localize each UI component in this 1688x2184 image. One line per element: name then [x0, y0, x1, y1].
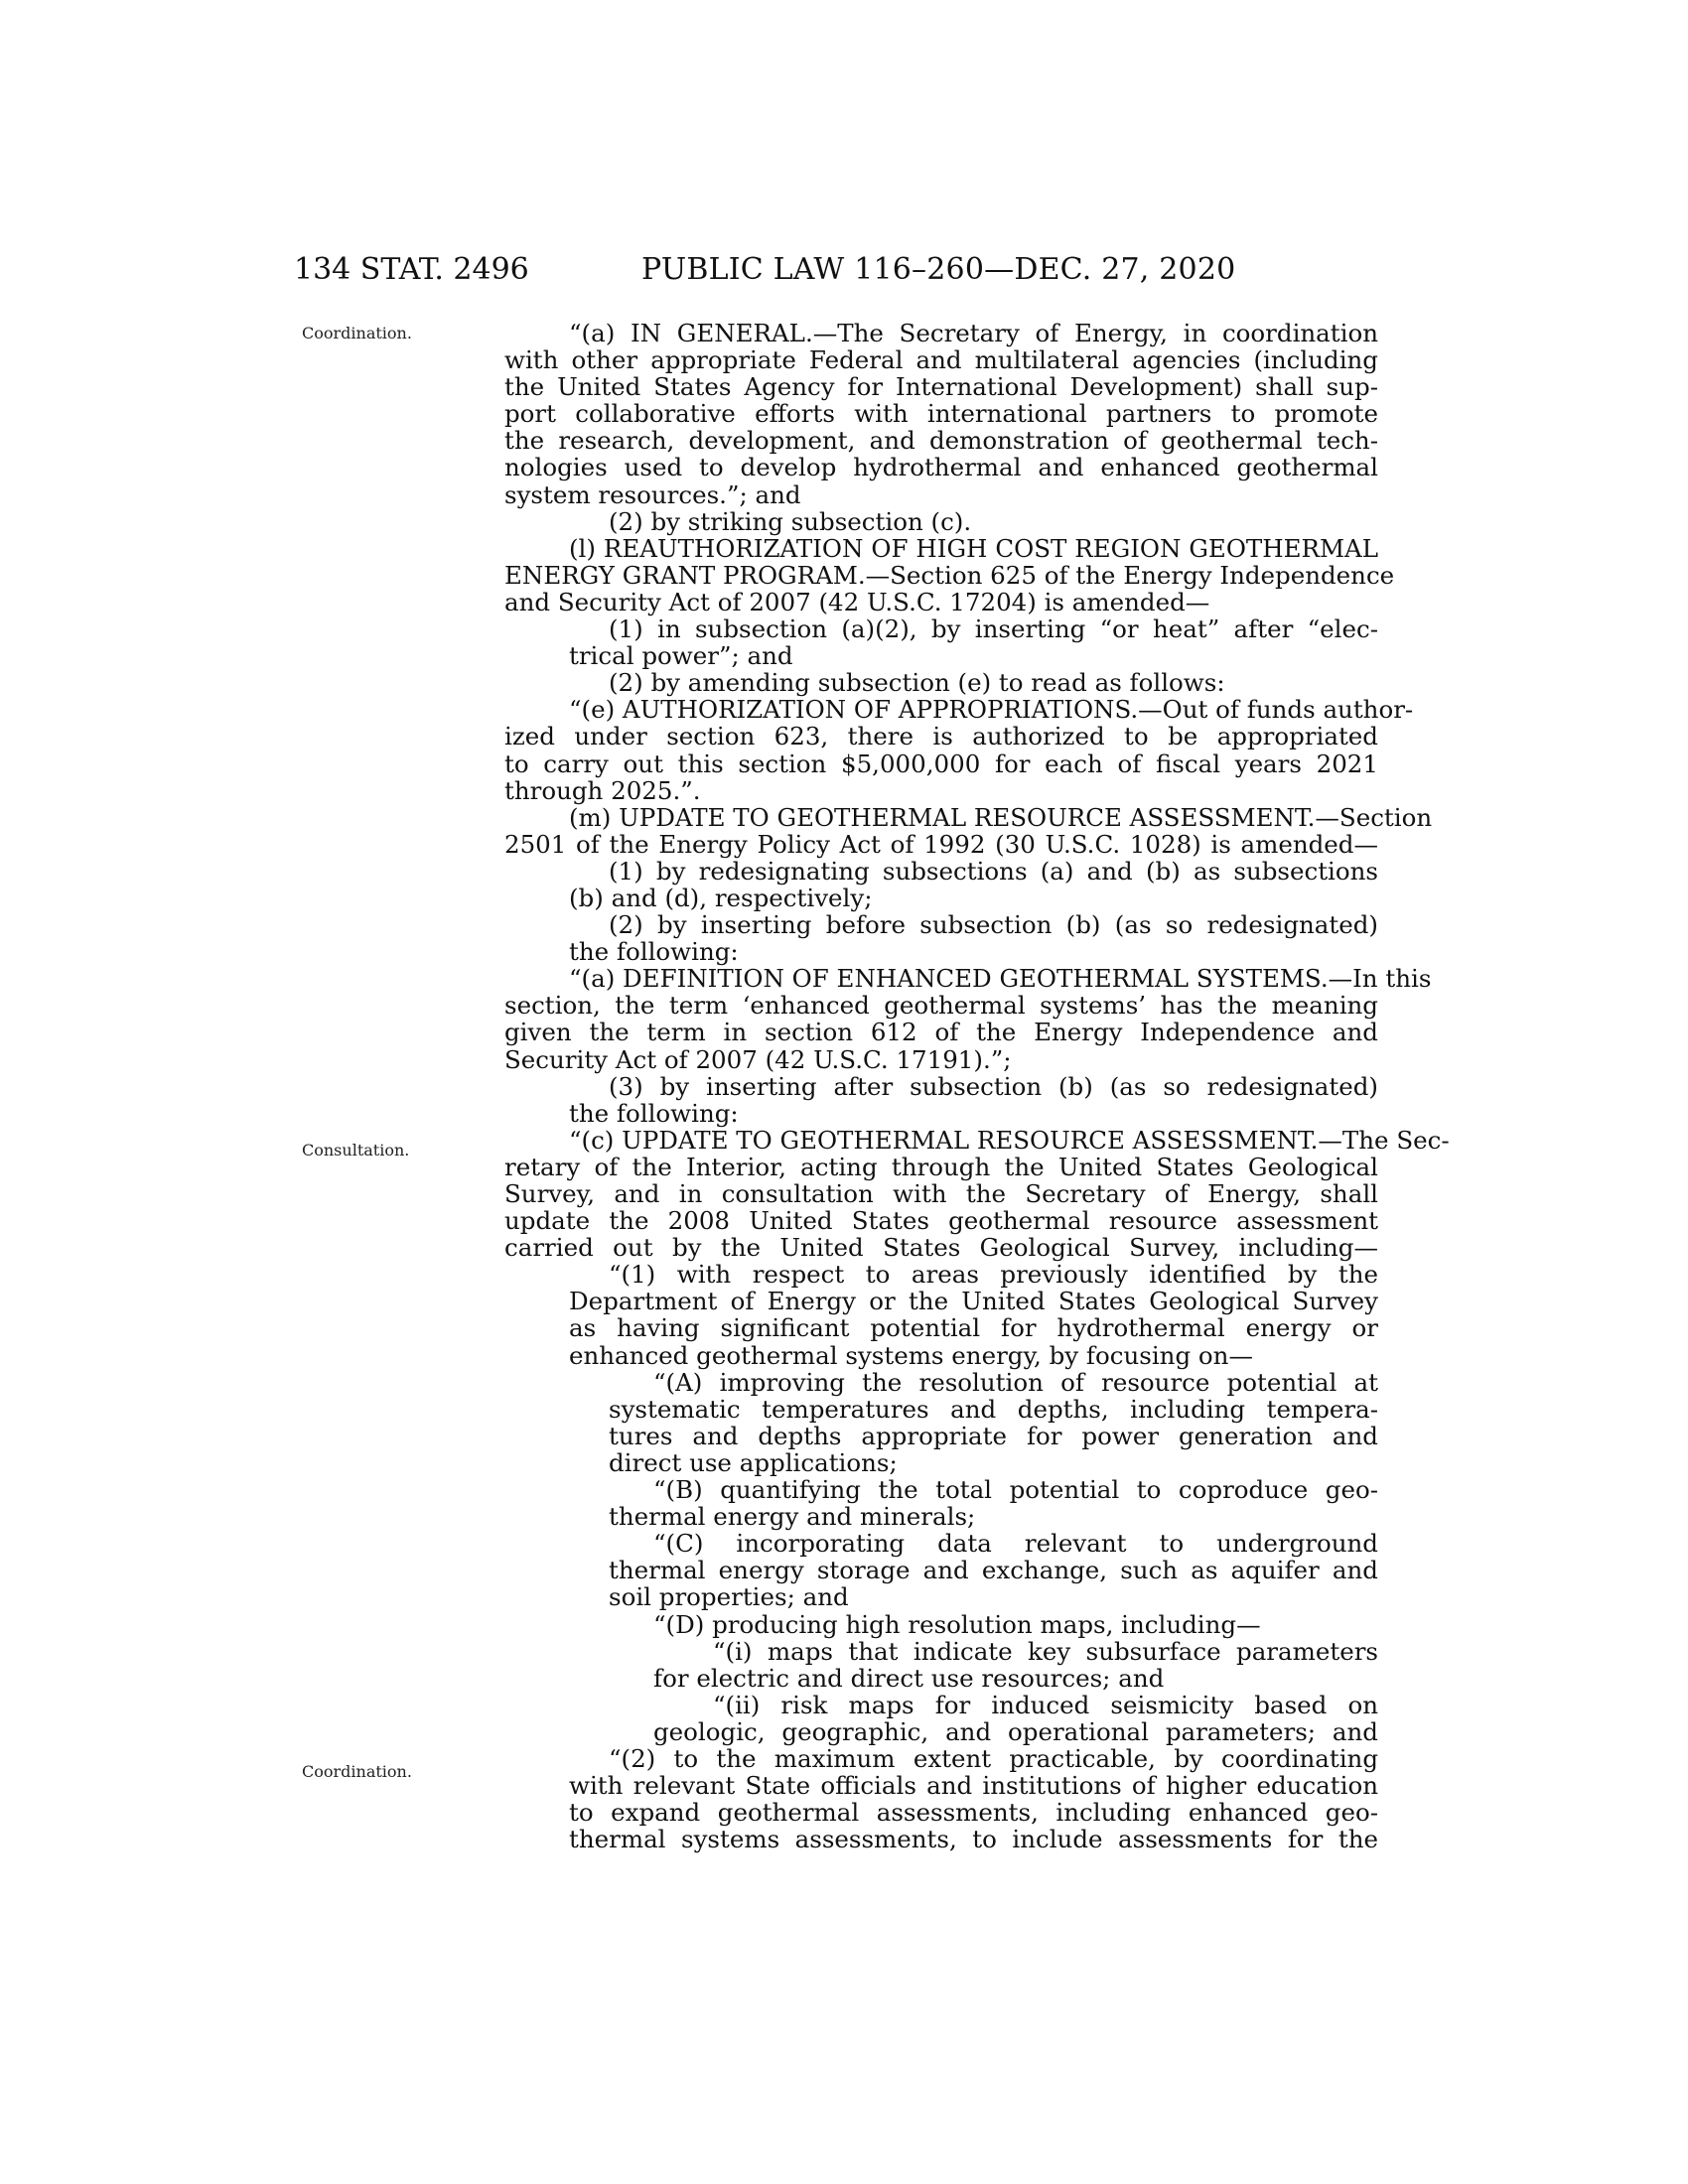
text-line: enhanced geothermal systems energy, by focusing on—	[569, 1340, 1253, 1370]
margin-note-coordination: Coordination.	[302, 1762, 412, 1781]
text-line: “(A) improving the resolution of resource potential at	[653, 1367, 1378, 1397]
text-line: “(a) DEFINITION OF ENHANCED GEOTHERMAL SYSTEMS.—In this	[569, 964, 1432, 994]
text-line: with relevant State officials and institutions of higher education	[569, 1771, 1378, 1801]
text-line: trical power”; and	[569, 641, 793, 671]
text-line: 2501 of the Energy Policy Act of 1992 (30 U.S.C. 1028) is amended—	[504, 829, 1378, 859]
text-line: “(2) to the maximum extent practicable, by coordinating	[609, 1743, 1378, 1773]
text-line: “(c) UPDATE TO GEOTHERMAL RESOURCE ASSESSMENT.—The Sec-	[569, 1125, 1450, 1155]
text-line: thermal systems assessments, to include assessments for the	[569, 1825, 1378, 1854]
text-line: section, the term ‘enhanced geothermal systems’ has the meaning	[504, 991, 1378, 1021]
text-line: the following:	[569, 937, 739, 967]
text-line: (l) REAUTHORIZATION OF HIGH COST REGION GEOTHERMAL	[569, 533, 1378, 563]
stat-page-reference: 134 STAT. 2496	[294, 252, 529, 287]
text-line: the research, development, and demonstration of geothermal tech-	[504, 426, 1378, 456]
text-line: (2) by striking subsection (c).	[609, 506, 972, 536]
text-line: “(B) quantifying the total potential to coproduce geo-	[653, 1475, 1378, 1505]
text-line: the following:	[569, 1098, 739, 1128]
text-line: to carry out this section $5,000,000 for each of fiscal years 2021	[504, 749, 1378, 778]
text-line: Survey, and in consultation with the Secretary of Energy, shall	[504, 1179, 1378, 1208]
text-line: Security Act of 2007 (42 U.S.C. 17191).”;	[504, 1044, 1012, 1074]
text-line: “(C) incorporating data relevant to underground	[653, 1529, 1378, 1559]
text-line: and Security Act of 2007 (42 U.S.C. 17204) is amended—	[504, 587, 1210, 616]
text-line: (m) UPDATE TO GEOTHERMAL RESOURCE ASSESSMENT.—Section	[569, 802, 1433, 832]
text-line: (2) by amending subsection (e) to read as follows:	[609, 668, 1225, 698]
text-line: as having significant potential for hydrothermal energy or	[569, 1313, 1378, 1343]
text-line: to expand geothermal assessments, including enhanced geo-	[569, 1798, 1378, 1828]
text-line: Department of Energy or the United States Geological Survey	[569, 1287, 1378, 1316]
text-line: thermal energy storage and exchange, such as aquifer and	[609, 1556, 1378, 1585]
text-line: retary of the Interior, acting through the United States Geological	[504, 1152, 1378, 1181]
text-line: for electric and direct use resources; and	[653, 1663, 1165, 1693]
text-line: “(e) AUTHORIZATION OF APPROPRIATIONS.—Out of funds author-	[569, 695, 1414, 725]
text-line: nologies used to develop hydrothermal and enhanced geothermal	[504, 453, 1378, 482]
text-line: ENERGY GRANT PROGRAM.—Section 625 of the Energy Independence	[504, 560, 1395, 590]
text-line: direct use applications;	[609, 1447, 898, 1477]
text-line: tures and depths appropriate for power generation and	[609, 1421, 1378, 1450]
text-line: port collaborative efforts with international partners to promote	[504, 399, 1378, 429]
text-line: carried out by the United States Geological Survey, including—	[504, 1233, 1378, 1263]
statute-text	[504, 319, 1450, 1854]
margin-note-coordination: Coordination.	[302, 324, 412, 342]
text-line: “(a) IN GENERAL.—The Secretary of Energy, in coordination	[569, 319, 1378, 347]
text-line: through 2025.”.	[504, 775, 701, 805]
text-line: (3) by inserting after subsection (b) (as so redesignated)	[609, 1071, 1378, 1101]
text-line: system resources.”; and	[504, 479, 801, 509]
text-line: (1) in subsection (a)(2), by inserting “or heat” after “elec-	[609, 614, 1378, 644]
text-line: thermal energy and minerals;	[609, 1502, 976, 1532]
text-line: systematic temperatures and depths, including tempera-	[609, 1394, 1378, 1424]
page-header	[294, 250, 1394, 290]
text-line: the United States Agency for International Development) shall sup-	[504, 372, 1378, 402]
margin-note-consultation: Consultation.	[302, 1141, 410, 1160]
text-line: soil properties; and	[609, 1582, 849, 1612]
text-line: given the term in section 612 of the Energy Independence and	[504, 1018, 1378, 1047]
text-line: “(D) producing high resolution maps, including—	[653, 1609, 1261, 1639]
text-line: “(1) with respect to areas previously identified by the	[609, 1260, 1378, 1290]
text-line: geologic, geographic, and operational parameters; and	[653, 1716, 1378, 1746]
text-line: “(i) maps that indicate key subsurface parameters	[713, 1636, 1378, 1666]
text-line: ized under section 623, there is authorized to be appropriated	[504, 722, 1378, 751]
public-law-title: PUBLIC LAW 116–260—DEC. 27, 2020	[641, 252, 1236, 287]
text-line: (2) by inserting before subsection (b) (as so redesignated)	[609, 910, 1378, 940]
text-line: (b) and (d), respectively;	[569, 883, 873, 912]
text-line: with other appropriate Federal and multilateral agencies (including	[504, 345, 1378, 375]
text-line: (1) by redesignating subsections (a) and (b) as subsections	[609, 856, 1378, 886]
text-line: update the 2008 United States geothermal resource assessment	[504, 1206, 1378, 1236]
text-line: “(ii) risk maps for induced seismicity based on	[713, 1690, 1378, 1719]
